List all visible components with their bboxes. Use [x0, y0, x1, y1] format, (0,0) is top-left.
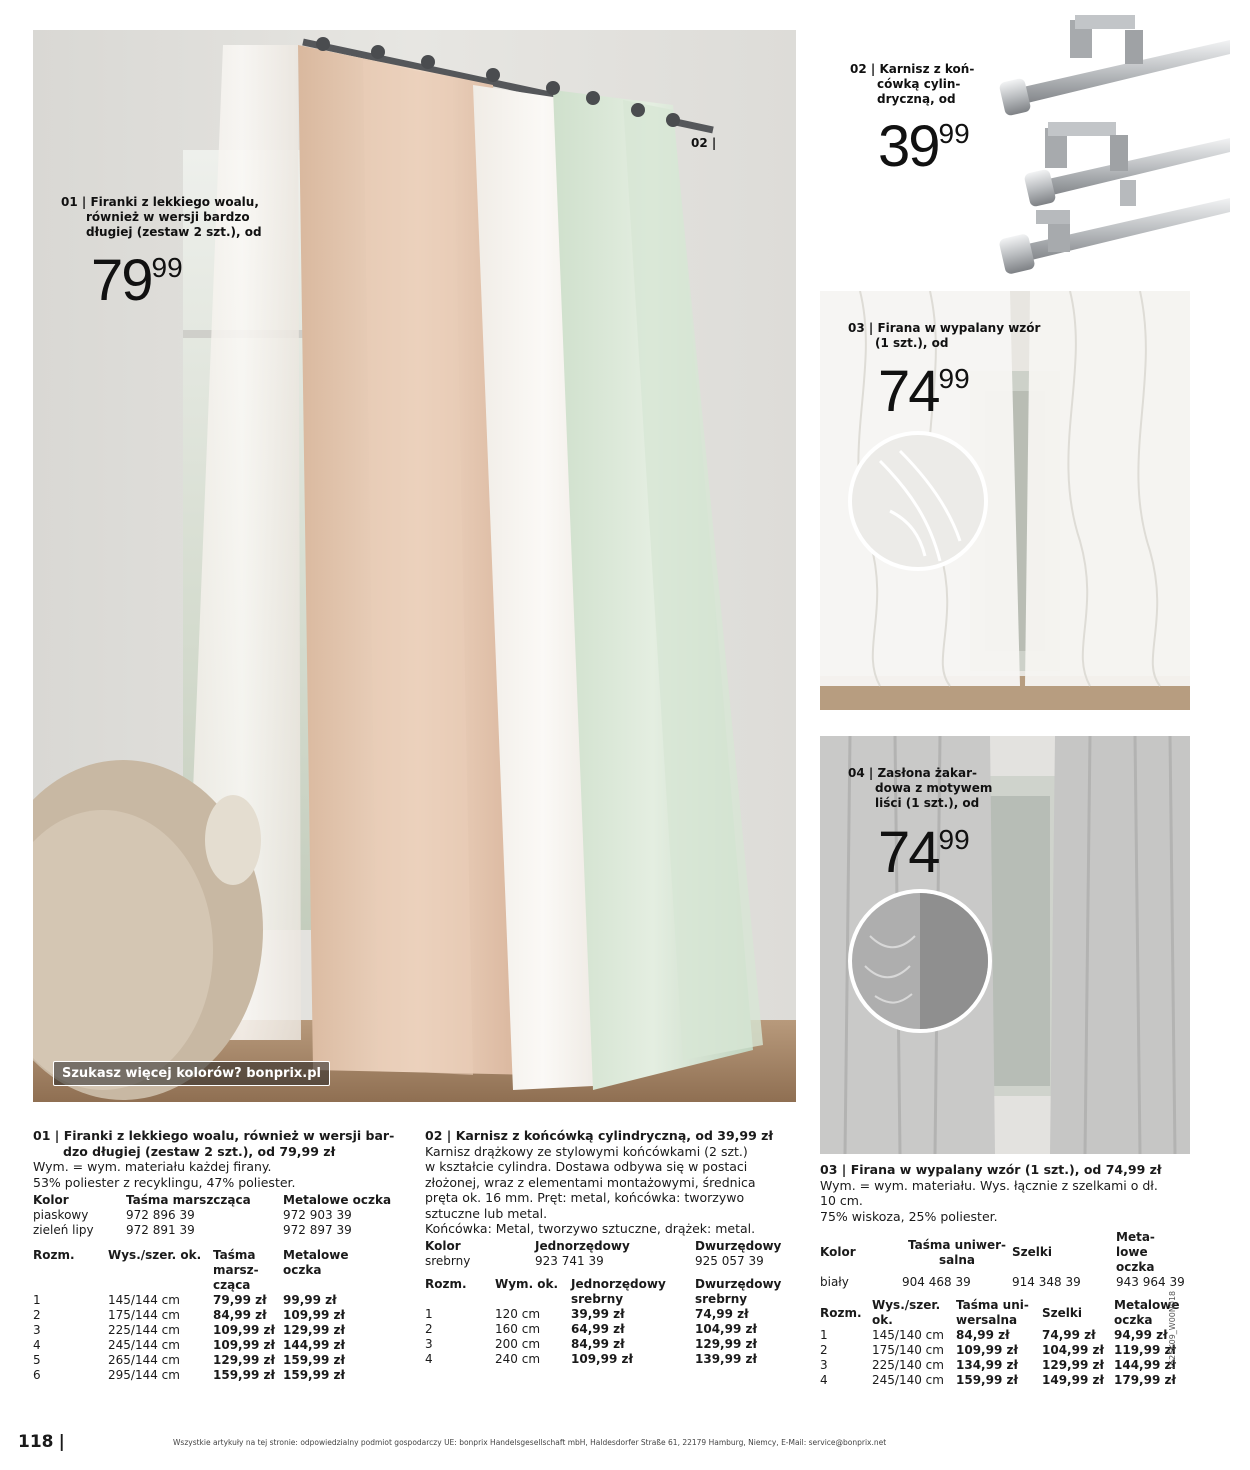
item-number: 02: [425, 1128, 443, 1143]
table-row: [33, 1223, 391, 1238]
desc-02-title: 02 | Karnisz z końcówką cylindryczną, od 39,99 zł: [425, 1128, 774, 1143]
item-number: 01: [33, 1128, 51, 1143]
price-integer: 39: [878, 114, 939, 179]
table-row: [425, 1337, 781, 1352]
rod-card-price: [878, 114, 970, 179]
more-colors-link[interactable]: [53, 1061, 330, 1086]
item-number: 03: [820, 1162, 838, 1177]
table-row: [33, 1293, 349, 1308]
table-cell: 4: [425, 1351, 433, 1366]
table-cell: 159,99 zł: [956, 1373, 1018, 1387]
table-cell: 74,99 zł: [1042, 1328, 1096, 1342]
table-cell: 145/140 cm: [872, 1328, 944, 1342]
card-04-label: 04 | Zasłona żakar- dowa z motywem liści (1 szt.), od: [848, 766, 998, 811]
desc-01-text-1: Wym. = wym. materiału każdej firany.: [33, 1159, 272, 1174]
price-decimal: 99: [938, 118, 970, 149]
rod-product-card: [820, 10, 1230, 280]
table-cell: piaskowy: [33, 1208, 89, 1222]
table-cell: 84,99 zł: [571, 1336, 625, 1351]
table-cell: 139,99 zł: [695, 1351, 757, 1366]
desc-02-color-table: [425, 1239, 781, 1269]
col-header: Metalowe oczka: [283, 1248, 349, 1277]
table-cell: 159,99 zł: [283, 1353, 345, 1367]
desc-02-text-4: pręta ok. 16 mm. Pręt: metal, końcówka: tworzywo: [425, 1190, 745, 1205]
desc-03-size-table: [820, 1298, 1180, 1388]
curtain-scene-illustration: [33, 30, 796, 1102]
col-header: Wys./szer. ok.: [108, 1248, 202, 1262]
table-row: [820, 1373, 1180, 1388]
desc-01-color-table: [33, 1193, 391, 1238]
desc-02-text-2: w kształcie cylindra. Dostawa odbywa się w postaci: [425, 1159, 748, 1174]
item-number: 04: [848, 766, 865, 780]
table-cell: 972 897 39: [283, 1223, 352, 1237]
table-row: [33, 1353, 349, 1368]
price-decimal: 99: [151, 252, 183, 283]
table-cell: 179,99 zł: [1114, 1373, 1176, 1387]
table-cell: 904 468 39: [902, 1275, 971, 1289]
col-header: Metalowe oczka: [283, 1193, 392, 1207]
desc-02-text-5: sztuczne lub metal.: [425, 1205, 548, 1221]
desc-02-text-3: złożonej, wraz z elementami montażowymi, średnica: [425, 1174, 756, 1190]
col-header: Dwurzędowy srebrny: [695, 1276, 782, 1306]
table-cell: 2: [820, 1343, 828, 1357]
table-cell: 64,99 zł: [571, 1321, 625, 1336]
table-cell: 175/144 cm: [108, 1308, 180, 1322]
table-cell: 3: [425, 1336, 433, 1351]
table-cell: 1: [425, 1306, 433, 1321]
table-row: [425, 1307, 781, 1322]
table-cell: 144,99 zł: [283, 1338, 345, 1352]
description-03: [820, 1162, 1200, 1388]
price-integer: 74: [878, 359, 939, 424]
table-cell: 109,99 zł: [213, 1323, 275, 1337]
item-title-line-2: (1 szt.), od: [875, 336, 949, 350]
price-integer: 74: [878, 820, 939, 885]
table-row: [33, 1308, 349, 1323]
desc-01-title-line-2: dzo długiej (zestaw 2 szt.), od 79,99 zł: [63, 1143, 336, 1159]
table-cell: 245/144 cm: [108, 1338, 180, 1352]
card-03-label: 03 | Firana w wypalany wzór (1 szt.), od: [848, 321, 1048, 351]
page-number: 118: [18, 1432, 54, 1452]
table-cell: 925 057 39: [695, 1253, 764, 1268]
price-decimal: 99: [938, 363, 970, 394]
hero-item-01-price: [91, 248, 183, 313]
table-cell: 914 348 39: [1012, 1275, 1081, 1289]
table-cell: 265/144 cm: [108, 1353, 180, 1367]
col-header: Kolor: [820, 1245, 856, 1259]
table-cell: 144,99 zł: [1114, 1358, 1176, 1372]
table-cell: 129,99 zł: [283, 1323, 345, 1337]
table-cell: zieleń lipy: [33, 1223, 94, 1237]
table-cell: 109,99 zł: [213, 1338, 275, 1352]
col-header: Wym. ok.: [495, 1276, 559, 1291]
item-number: 03: [848, 321, 865, 335]
table-cell: 225/140 cm: [872, 1358, 944, 1372]
item-title-line-2: cówką cylin-: [877, 77, 961, 91]
col-header: Jednorzędowy: [535, 1238, 630, 1253]
jacquard-curtain-photo: [820, 736, 1190, 1154]
table-cell: 295/144 cm: [108, 1368, 180, 1382]
table-cell: 134,99 zł: [956, 1358, 1018, 1372]
table-cell: 225/144 cm: [108, 1323, 180, 1337]
col-header: Szelki: [1012, 1245, 1052, 1259]
table-cell: 104,99 zł: [1042, 1343, 1104, 1357]
title-line-1: Firanki z lekkiego woalu, również w wersji bar-: [63, 1128, 395, 1143]
item-title-line-3: długiej (zestaw 2 szt.), od: [86, 225, 262, 239]
table-cell: 109,99 zł: [283, 1308, 345, 1322]
col-header: Taśma marsz- cząca: [213, 1248, 259, 1292]
desc-01-size-table: [33, 1248, 349, 1383]
card-03-price: [878, 359, 970, 424]
table-cell: 145/144 cm: [108, 1293, 180, 1307]
desc-01-text-2: 53% poliester z recyklingu, 47% poliester.: [33, 1174, 296, 1190]
desc-02-text-1: Karnisz drążkowy ze stylowymi końcówkami (2 szt.): [425, 1143, 748, 1159]
table-cell: 160 cm: [495, 1321, 541, 1336]
table-cell: 972 903 39: [283, 1208, 352, 1222]
desc-03-text-1: Wym. = wym. materiału. Wys. łącznie z szelkami o dł.: [820, 1177, 1158, 1193]
table-cell: 74,99 zł: [695, 1306, 749, 1321]
table-cell: 109,99 zł: [571, 1351, 633, 1366]
table-row: [425, 1322, 781, 1337]
title-text: Firana w wypalany wzór (1 szt.), od 74,99 zł: [850, 1162, 1162, 1177]
sheer-curtain-illustration: [820, 291, 1190, 710]
hero-photo: [33, 30, 796, 1102]
desc-03-color-table: [820, 1230, 1185, 1290]
item-title-line-1: Firana w wypalany wzór: [877, 321, 1041, 335]
col-header: Meta- lowe oczka: [1116, 1230, 1155, 1274]
table-row: [820, 1275, 1185, 1290]
item-title-line-1: Karnisz z koń-: [879, 62, 975, 76]
col-header: Kolor: [425, 1238, 461, 1253]
table-row: [820, 1328, 1180, 1343]
col-header: Metalowe oczka: [1114, 1298, 1180, 1327]
table-cell: 200 cm: [495, 1336, 541, 1351]
table-cell: 84,99 zł: [213, 1308, 267, 1322]
table-cell: 923 741 39: [535, 1253, 604, 1268]
price-decimal: 99: [938, 824, 970, 855]
table-cell: 149,99 zł: [1042, 1373, 1104, 1387]
item-title-line-1: Zasłona żakar-: [877, 766, 977, 780]
col-header: Rozm.: [33, 1248, 75, 1262]
page-number-divider: |: [58, 1432, 65, 1452]
table-cell: 159,99 zł: [283, 1368, 345, 1382]
table-cell: 943 964 39: [1116, 1275, 1185, 1289]
col-header: Rozm.: [425, 1276, 467, 1291]
col-header: Wys./szer. ok.: [872, 1298, 941, 1327]
item-title-line-3: liści (1 szt.), od: [875, 796, 980, 810]
price-integer: 79: [91, 248, 152, 313]
table-cell: 104,99 zł: [695, 1321, 757, 1336]
table-cell: 99,99 zł: [283, 1293, 337, 1307]
table-cell: 1: [820, 1328, 828, 1342]
table-row: [33, 1323, 349, 1338]
desc-03-text-3: 75% wiskoza, 25% poliester.: [820, 1208, 998, 1224]
table-cell: 129,99 zł: [1042, 1358, 1104, 1372]
table-cell: 240 cm: [495, 1351, 541, 1366]
item-title-line-2: dowa z motywem: [875, 781, 993, 795]
table-cell: 109,99 zł: [956, 1343, 1018, 1357]
col-header: Taśma uniwer- salna: [908, 1237, 1006, 1267]
col-header: Taśma marszcząca: [126, 1193, 251, 1207]
legal-notice: Wszystkie artykuły na tej stronie: odpowiedzialny podmiot gospodarczy UE: bonprix Handelsgesellschaft mbH, Haldesdorfer Straße 61, 22179 Hamburg, Niemcy, E-Mail: service@bonprix.net: [173, 1438, 887, 1447]
table-cell: srebrny: [425, 1253, 471, 1268]
table-cell: 175/140 cm: [872, 1343, 944, 1357]
item-title-line-2: również w wersji bardzo: [86, 210, 250, 224]
sheer-curtain-photo: [820, 291, 1190, 710]
description-01: [33, 1128, 413, 1383]
desc-01-title: 01 | Firanki z lekkiego woalu, również w wersji bar-: [33, 1128, 395, 1143]
table-cell: 159,99 zł: [213, 1368, 275, 1382]
item-number: 02: [850, 62, 867, 76]
table-cell: 120 cm: [495, 1306, 541, 1321]
table-row: [820, 1343, 1180, 1358]
table-cell: 84,99 zł: [956, 1328, 1010, 1342]
col-header: Szelki: [1042, 1305, 1082, 1320]
hero-marker-02: 02 |: [691, 136, 717, 150]
table-cell: 129,99 zł: [213, 1353, 275, 1367]
item-title-line-1: Firanki z lekkiego woalu,: [90, 195, 259, 209]
table-cell: 79,99 zł: [213, 1293, 267, 1307]
page-footer: [18, 1432, 1218, 1452]
description-02: [425, 1128, 805, 1367]
table-cell: 972 896 39: [126, 1208, 195, 1222]
table-row: [33, 1338, 349, 1353]
card-04-price: [878, 820, 970, 885]
table-cell: 6: [33, 1368, 41, 1382]
table-cell: 2: [425, 1321, 433, 1336]
table-cell: 94,99 zł: [1114, 1328, 1168, 1342]
table-row: [425, 1352, 781, 1367]
item-title-line-3: dryczną, od: [877, 92, 956, 106]
table-cell: 972 891 39: [126, 1223, 195, 1237]
col-header: Jednorzędowy srebrny: [571, 1276, 666, 1306]
table-cell: 39,99 zł: [571, 1306, 625, 1321]
table-row: [820, 1358, 1180, 1373]
desc-02-text-6: Końcówka: Metal, tworzywo sztuczne, drążek: metal.: [425, 1221, 756, 1236]
table-cell: 3: [33, 1323, 41, 1337]
title-text: Karnisz z końcówką cylindryczną, od 39,99 zł: [455, 1128, 774, 1143]
more-colors-text: Szukasz więcej kolorów? bonprix.pl: [62, 1066, 322, 1081]
table-cell: 245/140 cm: [872, 1373, 944, 1387]
rod-card-label: 02 | Karnisz z koń- cówką cylin- dryczną, od: [850, 62, 990, 107]
desc-03-text-2: 10 cm.: [820, 1193, 863, 1208]
table-cell: 4: [820, 1373, 828, 1387]
table-row: [425, 1254, 781, 1269]
table-cell: 1: [33, 1293, 41, 1307]
table-cell: 129,99 zł: [695, 1336, 757, 1351]
table-row: [33, 1208, 391, 1223]
catalog-code: 1525K09_W00N018: [1168, 1290, 1177, 1370]
table-cell: biały: [820, 1275, 849, 1289]
col-header: Taśma uni- wersalna: [956, 1298, 1029, 1327]
marker-number: 02: [691, 136, 708, 150]
desc-03-title: 03 | Firana w wypalany wzór (1 szt.), od 74,99 zł: [820, 1162, 1162, 1177]
col-header: Kolor: [33, 1193, 69, 1207]
hero-item-01-label: 01 | Firanki z lekkiego woalu, również w wersji bardzo długiej (zestaw 2 szt.), od: [61, 195, 301, 240]
table-cell: 119,99 zł: [1114, 1343, 1176, 1357]
table-cell: 2: [33, 1308, 41, 1322]
item-number: 01: [61, 195, 78, 209]
col-header: Dwurzędowy: [695, 1238, 782, 1253]
col-header: Rozm.: [820, 1305, 862, 1320]
table-cell: 4: [33, 1338, 41, 1352]
table-row: [33, 1368, 349, 1383]
desc-02-size-table: [425, 1277, 781, 1367]
table-cell: 3: [820, 1358, 828, 1372]
table-cell: 5: [33, 1353, 41, 1367]
